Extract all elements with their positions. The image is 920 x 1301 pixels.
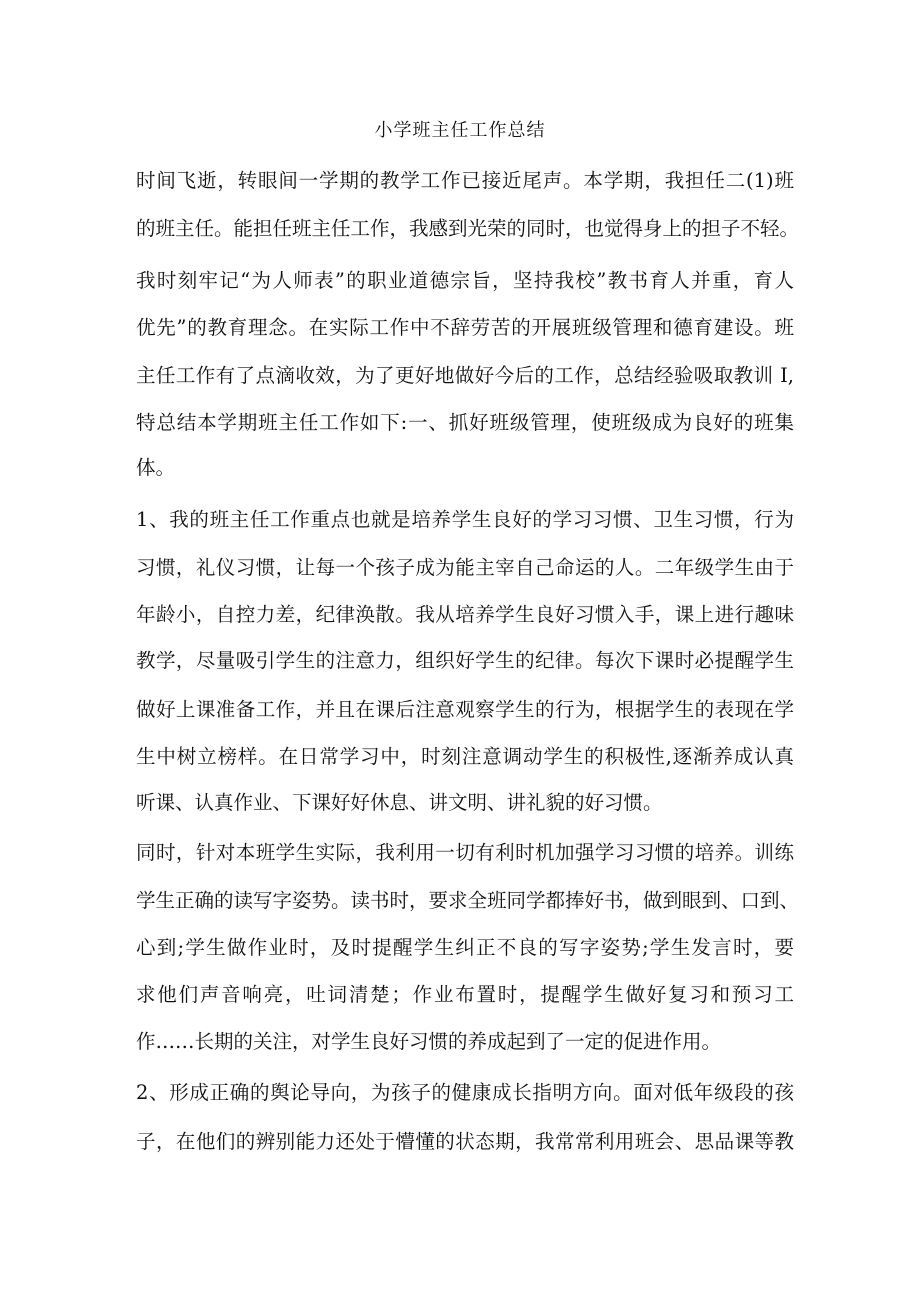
text-line: 的班主任。能担任班主任工作，我感到光荣的同时，也觉得身上的担子不轻。 — [136, 217, 800, 240]
text-line: 心到;学生做作业时，及时提醒学生纠正不良的写字姿势;学生发言时，要 — [136, 936, 794, 959]
text-line: 求他们声音响亮，吐词清楚；作业布置时，提醒学生做好复习和预习工 — [136, 983, 794, 1006]
text-line: 同时，针对本班学生实际，我利用一切有利时机加强学习习惯的培养。训练 — [136, 841, 794, 864]
text-line: 特总结本学期班主任工作如下:一、抓好班级管理，使班级成为良好的班集 — [136, 411, 794, 434]
text-line: 优先”的教育理念。在实际工作中不辞劳苦的开展班级管理和德育建设。班 — [136, 316, 794, 339]
text-line: 习惯，礼仪习惯，让每一个孩子成为能主宰自己命运的人。二年级学生由于 — [136, 556, 794, 579]
document-title: 小学班主任工作总结 — [374, 120, 546, 141]
text-line: 我时刻牢记“为人师表”的职业道德宗旨，坚持我校”教书育人并重，育人 — [136, 269, 794, 292]
text-line: 作……长期的关注，对学生良好习惯的养成起到了一定的促进作用。 — [136, 1030, 722, 1053]
text-line: 年龄小，自控力差，纪律涣散。我从培养学生良好习惯入手，课上进行趣味 — [136, 603, 794, 626]
text-line: 学生正确的读写字姿势。读书时，要求全班同学都捧好书，做到眼到、口到、 — [136, 889, 800, 912]
text-line: 生中树立榜样。在日常学习中，时刻注意调动学生的积极性,逐渐养成认真 — [136, 745, 794, 768]
text-line: 时间飞逝，转眼间一学期的教学工作已接近尾声。本学期，我担任二(1)班 — [136, 169, 794, 192]
text-line: 2、形成正确的舆论导向，为孩子的健康成长指明方向。面对低年级段的孩 — [136, 1081, 794, 1104]
text-line: 体。 — [136, 456, 176, 479]
text-line: 1、我的班主任工作重点也就是培养学生良好的学习习惯、卫生习惯，行为 — [136, 508, 794, 531]
text-line: 做好上课准备工作，并且在课后注意观察学生的行为，根据学生的表现在学 — [136, 698, 794, 721]
text-line: 子，在他们的辨别能力还处于懵懂的状态期，我常常利用班会、思品课等教 — [136, 1130, 794, 1153]
text-line: 主任工作有了点滴收效，为了更好地做好今后的工作，总结经验吸取教训 I, — [136, 364, 794, 387]
text-line: 教学，尽量吸引学生的注意力，组织好学生的纪律。每次下课时必提醒学生 — [136, 649, 794, 672]
text-line: 听课、认真作业、下课好好休息、讲文明、讲礼貌的好习惯。 — [136, 791, 663, 814]
